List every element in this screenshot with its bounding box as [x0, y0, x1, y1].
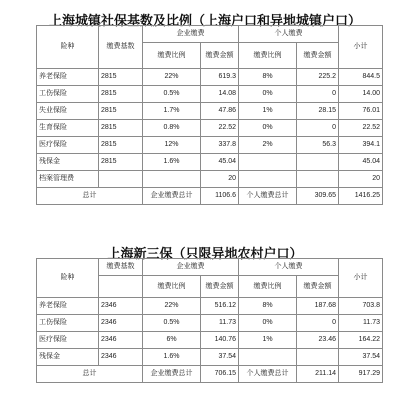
base-value: 2346	[99, 332, 143, 349]
table1	[36, 25, 383, 205]
category-name: 医疗保险	[37, 332, 99, 349]
employer-rate: 1.7%	[143, 103, 201, 120]
category-name: 养老保险	[37, 69, 99, 86]
table2	[36, 258, 383, 383]
subtotal-value: 22.52	[339, 120, 383, 137]
base-value: 2346	[99, 349, 143, 366]
employer-amount: 337.8	[201, 137, 239, 154]
base-value: 2815	[99, 69, 143, 86]
employee-total-value: 309.65	[297, 188, 339, 205]
employer-group-header: 企业缴费	[143, 259, 239, 276]
subtotal-header: 小计	[339, 26, 383, 69]
employer-rate: 12%	[143, 137, 201, 154]
total-label: 总计	[37, 188, 143, 205]
subtotal-value: 164.22	[339, 332, 383, 349]
employer-rate: 1.6%	[143, 154, 201, 171]
employee-amount: 23.46	[297, 332, 339, 349]
employer-total-label: 企业缴费总计	[143, 366, 201, 383]
table-row	[37, 137, 383, 154]
employee-amount: 0	[297, 315, 339, 332]
employer-rate-header: 缴费比例	[143, 43, 201, 69]
base-value: 2346	[99, 298, 143, 315]
employee-rate: 0%	[239, 86, 297, 103]
employee-total-label: 个人缴费总计	[239, 366, 297, 383]
employee-amount: 0	[297, 86, 339, 103]
employer-amount: 45.04	[201, 154, 239, 171]
employee-total-label: 个人缴费总计	[239, 188, 297, 205]
base-header: 缴费基数	[99, 26, 143, 69]
base-value: 2815	[99, 137, 143, 154]
employee-rate	[239, 171, 297, 188]
subtotal-value: 703.8	[339, 298, 383, 315]
employer-amount: 14.08	[201, 86, 239, 103]
category-header: 险种	[37, 259, 99, 298]
base-value: 2815	[99, 86, 143, 103]
table2-title: 上海新三保（只限异地农村户口）	[107, 247, 303, 262]
employee-rate: 1%	[239, 332, 297, 349]
employee-group-header: 个人缴费	[239, 26, 339, 43]
employee-rate: 8%	[239, 69, 297, 86]
subtotal-header: 小计	[339, 259, 383, 298]
table-row	[37, 315, 383, 332]
category-name: 工伤保险	[37, 315, 99, 332]
employer-amount-header: 缴费金额	[201, 43, 239, 69]
employer-amount: 22.52	[201, 120, 239, 137]
total-row	[37, 366, 383, 383]
table-row	[37, 154, 383, 171]
table-row	[37, 86, 383, 103]
employer-group-header: 企业缴费	[143, 26, 239, 43]
employee-rate: 2%	[239, 137, 297, 154]
employer-amount-header: 缴费金额	[201, 276, 239, 298]
table-row	[37, 298, 383, 315]
base-value: 2815	[99, 120, 143, 137]
employee-rate: 0%	[239, 315, 297, 332]
employee-rate	[239, 154, 297, 171]
employer-amount: 516.12	[201, 298, 239, 315]
table-row	[37, 349, 383, 366]
category-name: 档案管理费	[37, 171, 99, 188]
employer-rate-header: 缴费比例	[143, 276, 201, 298]
employee-amount	[297, 171, 339, 188]
employee-rate	[239, 349, 297, 366]
category-header: 险种	[37, 26, 99, 69]
total-row	[37, 188, 383, 205]
category-name: 工伤保险	[37, 86, 99, 103]
employee-amount	[297, 154, 339, 171]
employee-total-value: 211.14	[297, 366, 339, 383]
employee-rate-header: 缴费比例	[239, 276, 297, 298]
subtotal-value: 394.1	[339, 137, 383, 154]
grand-total-value: 1416.25	[339, 188, 383, 205]
employer-rate: 0.5%	[143, 315, 201, 332]
subtotal-value: 20	[339, 171, 383, 188]
employee-amount: 187.68	[297, 298, 339, 315]
employer-amount: 619.3	[201, 69, 239, 86]
subtotal-value: 37.54	[339, 349, 383, 366]
employee-group-header: 个人缴费	[239, 259, 339, 276]
table-row	[37, 120, 383, 137]
employee-rate: 8%	[239, 298, 297, 315]
employer-rate: 1.6%	[143, 349, 201, 366]
table-row	[37, 69, 383, 86]
employee-amount-header: 缴费金额	[297, 43, 339, 69]
table-row	[37, 171, 383, 188]
employer-rate: 6%	[143, 332, 201, 349]
grand-total-value: 917.29	[339, 366, 383, 383]
base-header-blank	[99, 276, 143, 298]
table-row	[37, 332, 383, 349]
category-name: 残保金	[37, 349, 99, 366]
category-name: 失业保险	[37, 103, 99, 120]
employee-amount: 28.15	[297, 103, 339, 120]
employer-amount: 37.54	[201, 349, 239, 366]
subtotal-value: 844.5	[339, 69, 383, 86]
employee-amount: 0	[297, 120, 339, 137]
category-name: 医疗保险	[37, 137, 99, 154]
category-name: 生育保险	[37, 120, 99, 137]
subtotal-value: 76.01	[339, 103, 383, 120]
employee-amount	[297, 349, 339, 366]
employer-amount: 11.73	[201, 315, 239, 332]
base-value	[99, 171, 143, 188]
base-value: 2815	[99, 103, 143, 120]
employer-rate: 0.5%	[143, 86, 201, 103]
base-value: 2815	[99, 154, 143, 171]
subtotal-value: 14.00	[339, 86, 383, 103]
employer-amount: 47.86	[201, 103, 239, 120]
subtotal-value: 45.04	[339, 154, 383, 171]
category-name: 残保金	[37, 154, 99, 171]
employee-amount: 56.3	[297, 137, 339, 154]
employer-amount: 140.76	[201, 332, 239, 349]
employer-total-label: 企业缴费总计	[143, 188, 201, 205]
subtotal-value: 11.73	[339, 315, 383, 332]
employer-total-value: 1106.6	[201, 188, 239, 205]
category-name: 养老保险	[37, 298, 99, 315]
employer-rate: 0.8%	[143, 120, 201, 137]
base-header: 缴费基数	[99, 259, 143, 276]
employee-amount-header: 缴费金额	[297, 276, 339, 298]
table-row	[37, 103, 383, 120]
employer-rate: 22%	[143, 298, 201, 315]
total-label: 总计	[37, 366, 143, 383]
employee-rate: 1%	[239, 103, 297, 120]
table1-title: 上海城镇社保基数及比例（上海户口和异地城镇户口）	[48, 14, 361, 29]
employee-rate-header: 缴费比例	[239, 43, 297, 69]
employer-rate: 22%	[143, 69, 201, 86]
base-value: 2346	[99, 315, 143, 332]
employer-rate	[143, 171, 201, 188]
employer-total-value: 706.15	[201, 366, 239, 383]
employee-amount: 225.2	[297, 69, 339, 86]
employer-amount: 20	[201, 171, 239, 188]
employee-rate: 0%	[239, 120, 297, 137]
